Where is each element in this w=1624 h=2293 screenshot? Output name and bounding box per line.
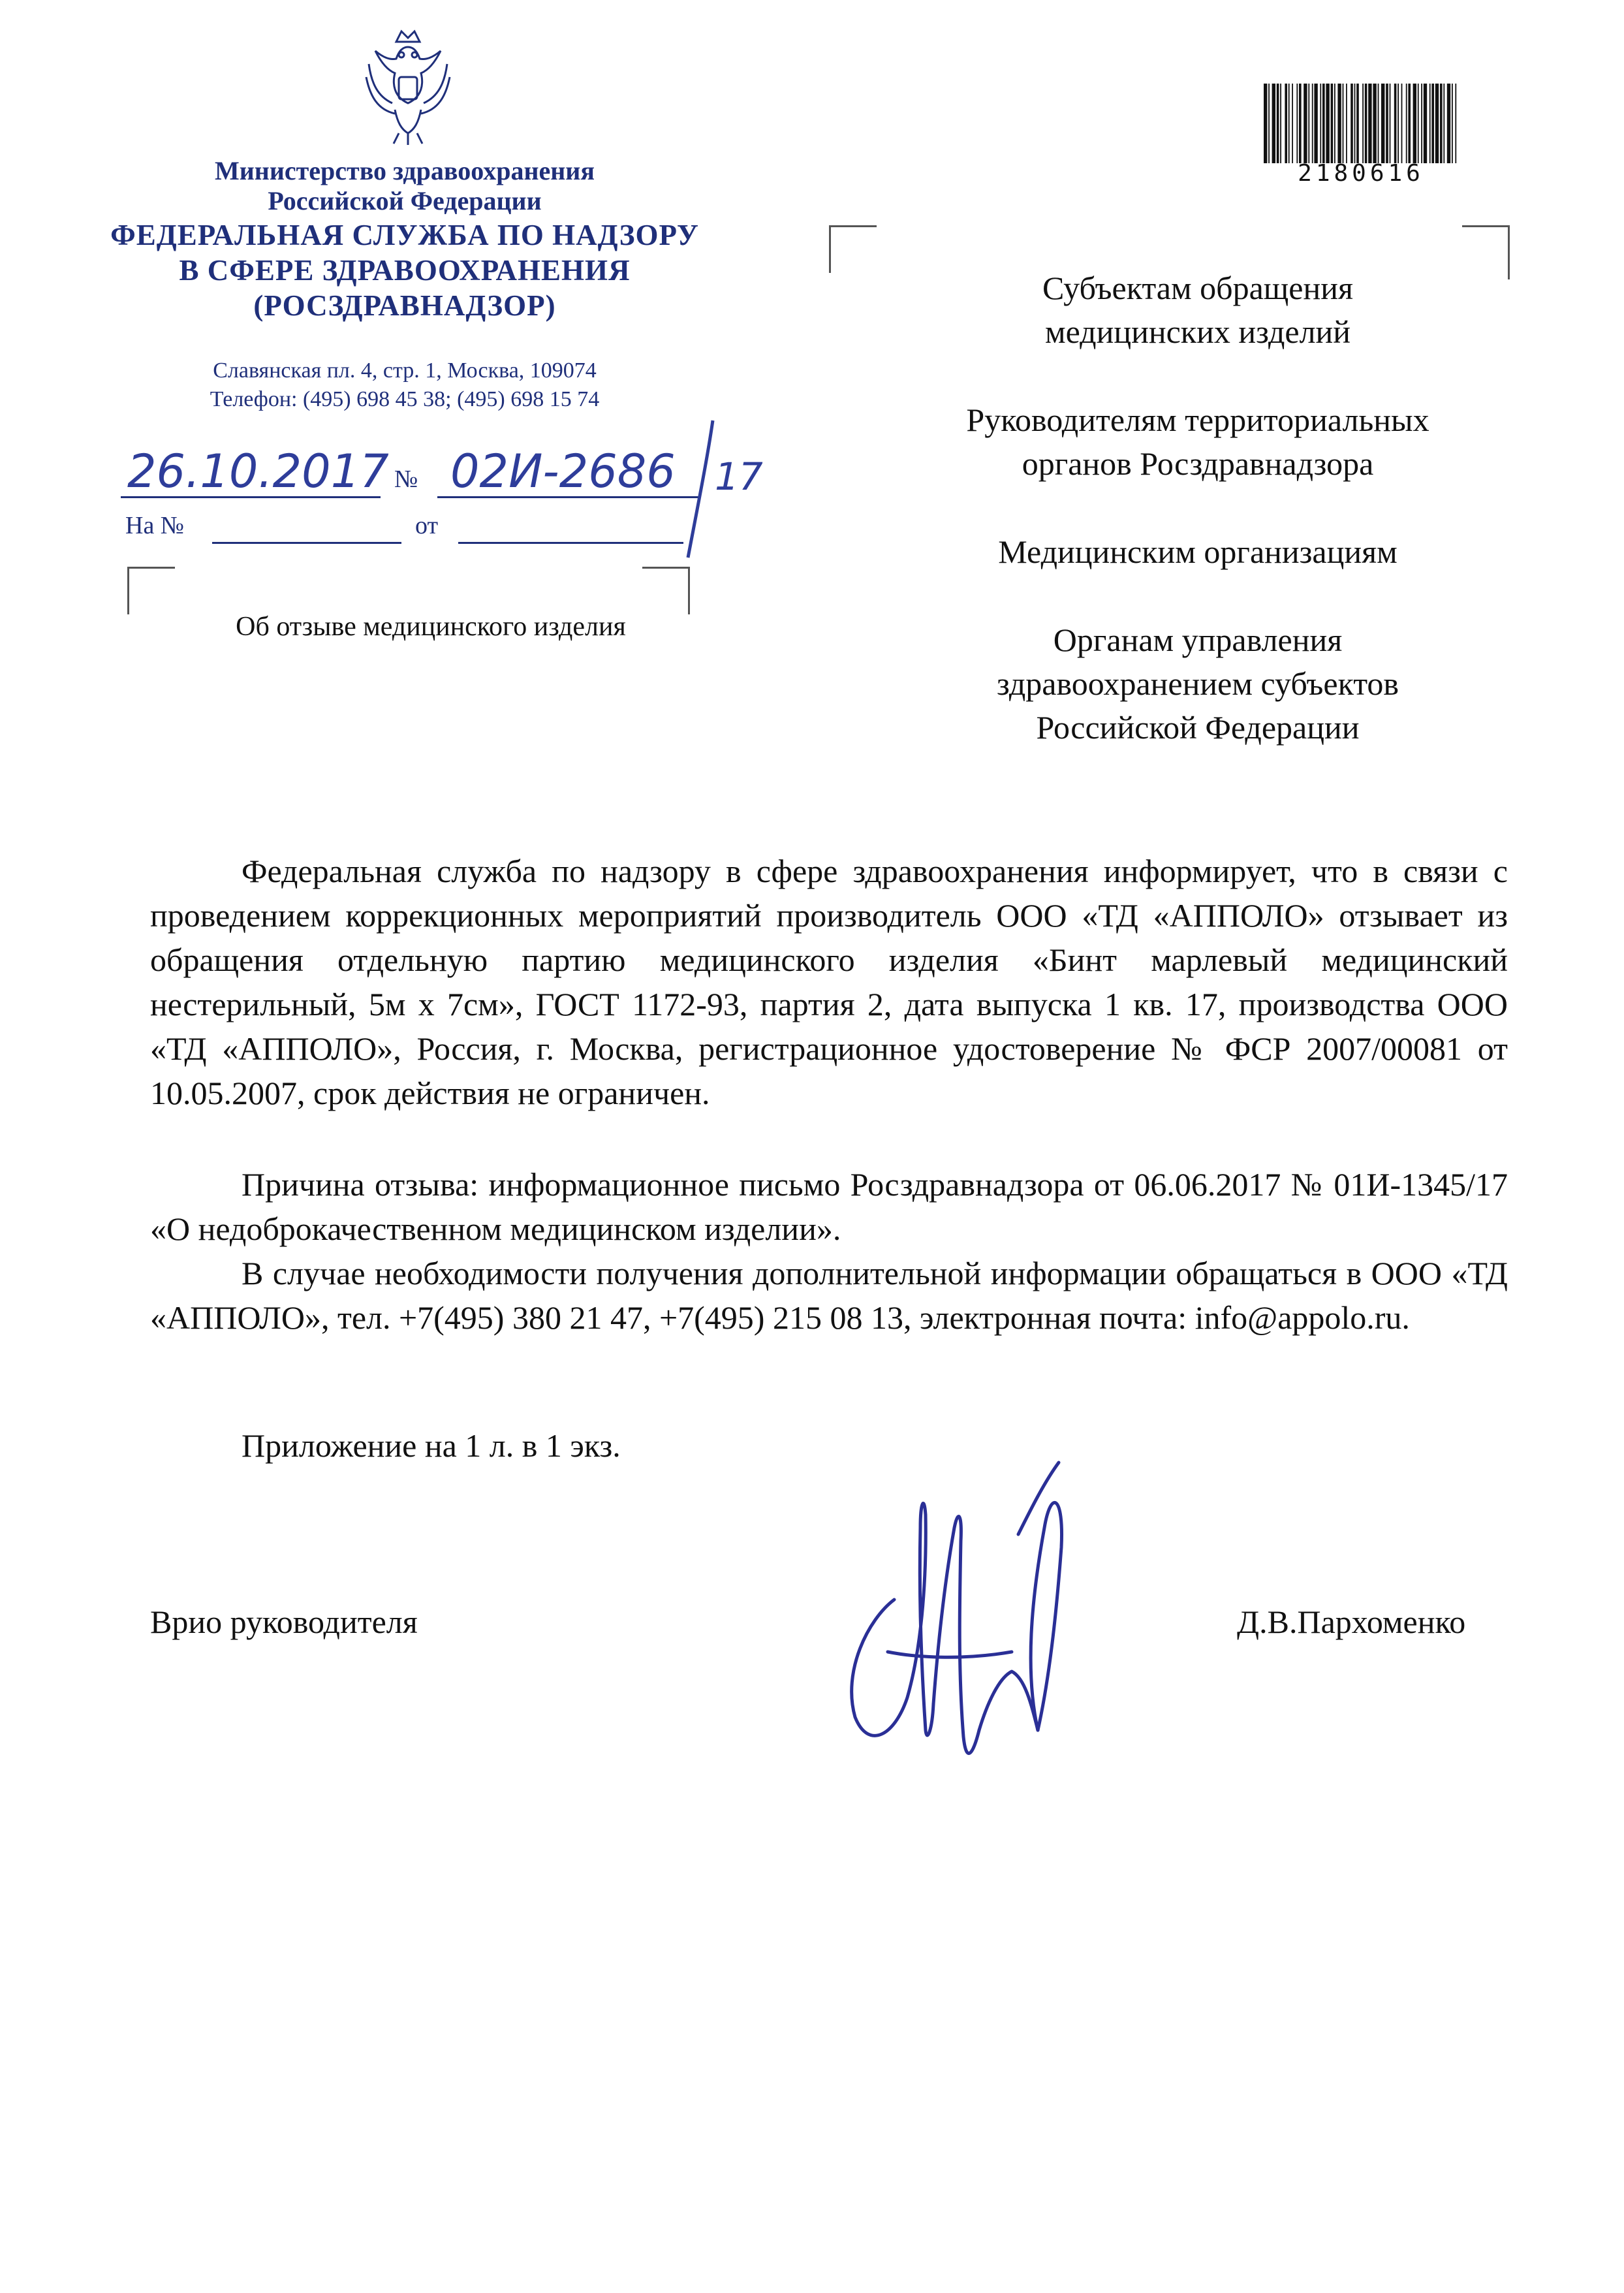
barcode-bar [1356, 84, 1359, 163]
barcode-bar [1272, 84, 1275, 163]
barcode-bar [1346, 84, 1347, 163]
recipient-1-line-2: медицинских изделий [1044, 313, 1351, 350]
barcode-bar [1299, 84, 1302, 163]
barcode-bar [1390, 84, 1391, 163]
barcode-bar [1421, 84, 1422, 163]
ministry-name-line-1: Министерство здравоохранения [215, 156, 595, 185]
barcode-bar [1401, 84, 1403, 163]
barcode-bar [1408, 84, 1411, 163]
barcode-bar [1296, 84, 1298, 163]
barcode-bar [1398, 84, 1399, 163]
barcode-bar [1386, 84, 1388, 163]
barcode-bar [1343, 84, 1344, 163]
barcode-bar [1277, 84, 1279, 163]
reply-date-blank [458, 542, 683, 544]
number-underline [437, 496, 698, 498]
recipient-4-line-1: Органам управления [1053, 622, 1343, 658]
coat-of-arms-emblem [356, 25, 460, 149]
barcode-bar [1314, 84, 1317, 163]
barcode-bar [1354, 84, 1356, 163]
barcode-bar [1413, 84, 1416, 163]
barcode-bar [1288, 84, 1290, 163]
service-name-line-3: (РОСЗДРАВНАДЗОР) [253, 289, 556, 322]
barcode-bar [1264, 84, 1267, 163]
barcode-bar [1418, 84, 1419, 163]
barcode-bar [1320, 84, 1321, 163]
barcode-bar [1312, 84, 1313, 163]
barcode-number: 2180616 [1298, 160, 1424, 187]
recipient-corner-left [829, 225, 877, 273]
attachment-note: Приложение на 1 л. в 1 экз. [242, 1427, 621, 1464]
barcode-bar [1351, 84, 1353, 163]
letter-number-handwritten: 02И-2686 [450, 445, 676, 498]
slash-mark [679, 418, 718, 561]
barcode-bar [1381, 84, 1384, 163]
barcode-bar [1326, 84, 1329, 163]
barcode-bar [1308, 84, 1309, 163]
number-sign: № [394, 466, 418, 493]
barcode-bar [1268, 84, 1270, 163]
barcode-bar [1406, 84, 1407, 163]
recipient-4-line-3: Российской Федерации [1036, 709, 1360, 746]
reply-from-label: от [415, 512, 439, 539]
barcode-bar [1424, 84, 1427, 163]
barcode-bar [1394, 84, 1397, 163]
barcode-bar [1280, 84, 1281, 163]
barcode [1261, 84, 1461, 163]
barcode-bar [1322, 84, 1325, 163]
letter-subject: Об отзыве медицинского изделия [236, 612, 626, 642]
service-address: Славянская пл. 4, стр. 1, Москва, 109074 [213, 358, 597, 383]
barcode-bar [1378, 84, 1379, 163]
barcode-bar [1443, 84, 1444, 163]
barcode-bar [1337, 84, 1341, 163]
reply-to-label: На № [125, 512, 185, 539]
service-name-line-2: В СФЕРЕ ЗДРАВООХРАНЕНИЯ [179, 254, 631, 287]
recipient-2-line-2: органов Росздравнадзора [1022, 445, 1374, 482]
signatory-name: Д.В.Пархоменко [1237, 1604, 1466, 1640]
barcode-bar [1362, 84, 1364, 163]
barcode-bar [1368, 84, 1371, 163]
barcode-bar [1431, 84, 1434, 163]
ministry-name-line-2: Российской Федерации [268, 186, 542, 215]
date-underline [121, 496, 381, 498]
body-paragraph-2: Причина отзыва: информационное письмо Росздравнадзора от 06.06.2017 № 01И-1345/17 «О недоброкачественном медицинском изделии». [150, 1166, 1508, 1247]
recipient-1-line-1: Субъектам обращения [1042, 270, 1353, 306]
letter-date-handwritten: 26.10.2017 [127, 445, 389, 498]
barcode-bar [1455, 84, 1456, 163]
reply-number-blank [212, 542, 401, 544]
body-paragraph-3: В случае необходимости получения дополнительной информации обращаться в ООО «ТД «АППОЛО», тел. +7(495) 380 21 47, +7(495) 215 08 13, электронная почта: info@appolo.ru. [150, 1255, 1508, 1336]
recipient-3-line-1: Медицинским организациям [998, 533, 1398, 570]
barcode-bar [1373, 84, 1376, 163]
barcode-bar [1331, 84, 1334, 163]
subject-corner-left [127, 567, 175, 614]
barcode-bar [1447, 84, 1450, 163]
service-name-line-1: ФЕДЕРАЛЬНАЯ СЛУЖБА ПО НАДЗОРУ [110, 219, 699, 251]
barcode-bar [1429, 84, 1431, 163]
year-suffix-handwritten: 17 [715, 454, 763, 499]
service-phone: Телефон: (495) 698 45 38; (495) 698 15 74 [210, 387, 600, 411]
body-paragraph-1: Федеральная служба по надзору в сфере здравоохранения информирует, что в связи с проведением коррекционных мероприятий производитель ООО «ТД «АППОЛО» отзывает из обращения отдельную партию медицинского изделия «Бинт марлевый медицинский нестерильный, 5м х 7см», ГОСТ 1172-93, партия 2, дата выпуска 1 кв. 17, производства ООО «ТД «АППОЛО», Россия, г. Москва, регистрационное удостоверение № ФСР 2007/00081 от 10.05.2007, срок действия не ограничен. [150, 853, 1508, 1111]
recipient-2-line-1: Руководителям территориальных [966, 402, 1429, 438]
barcode-bar [1435, 84, 1439, 163]
barcode-bar [1334, 84, 1335, 163]
barcode-bar [1440, 84, 1443, 163]
barcode-bar [1365, 84, 1367, 163]
barcode-bar [1292, 84, 1293, 163]
barcode-bar [1452, 84, 1453, 163]
handwritten-signature [816, 1456, 1090, 1795]
subject-corner-right [642, 567, 690, 614]
barcode-bar [1304, 84, 1307, 163]
recipient-4-line-2: здравоохранением субъектов [996, 665, 1399, 702]
signatory-position: Врио руководителя [150, 1604, 418, 1640]
barcode-bar [1285, 84, 1287, 163]
